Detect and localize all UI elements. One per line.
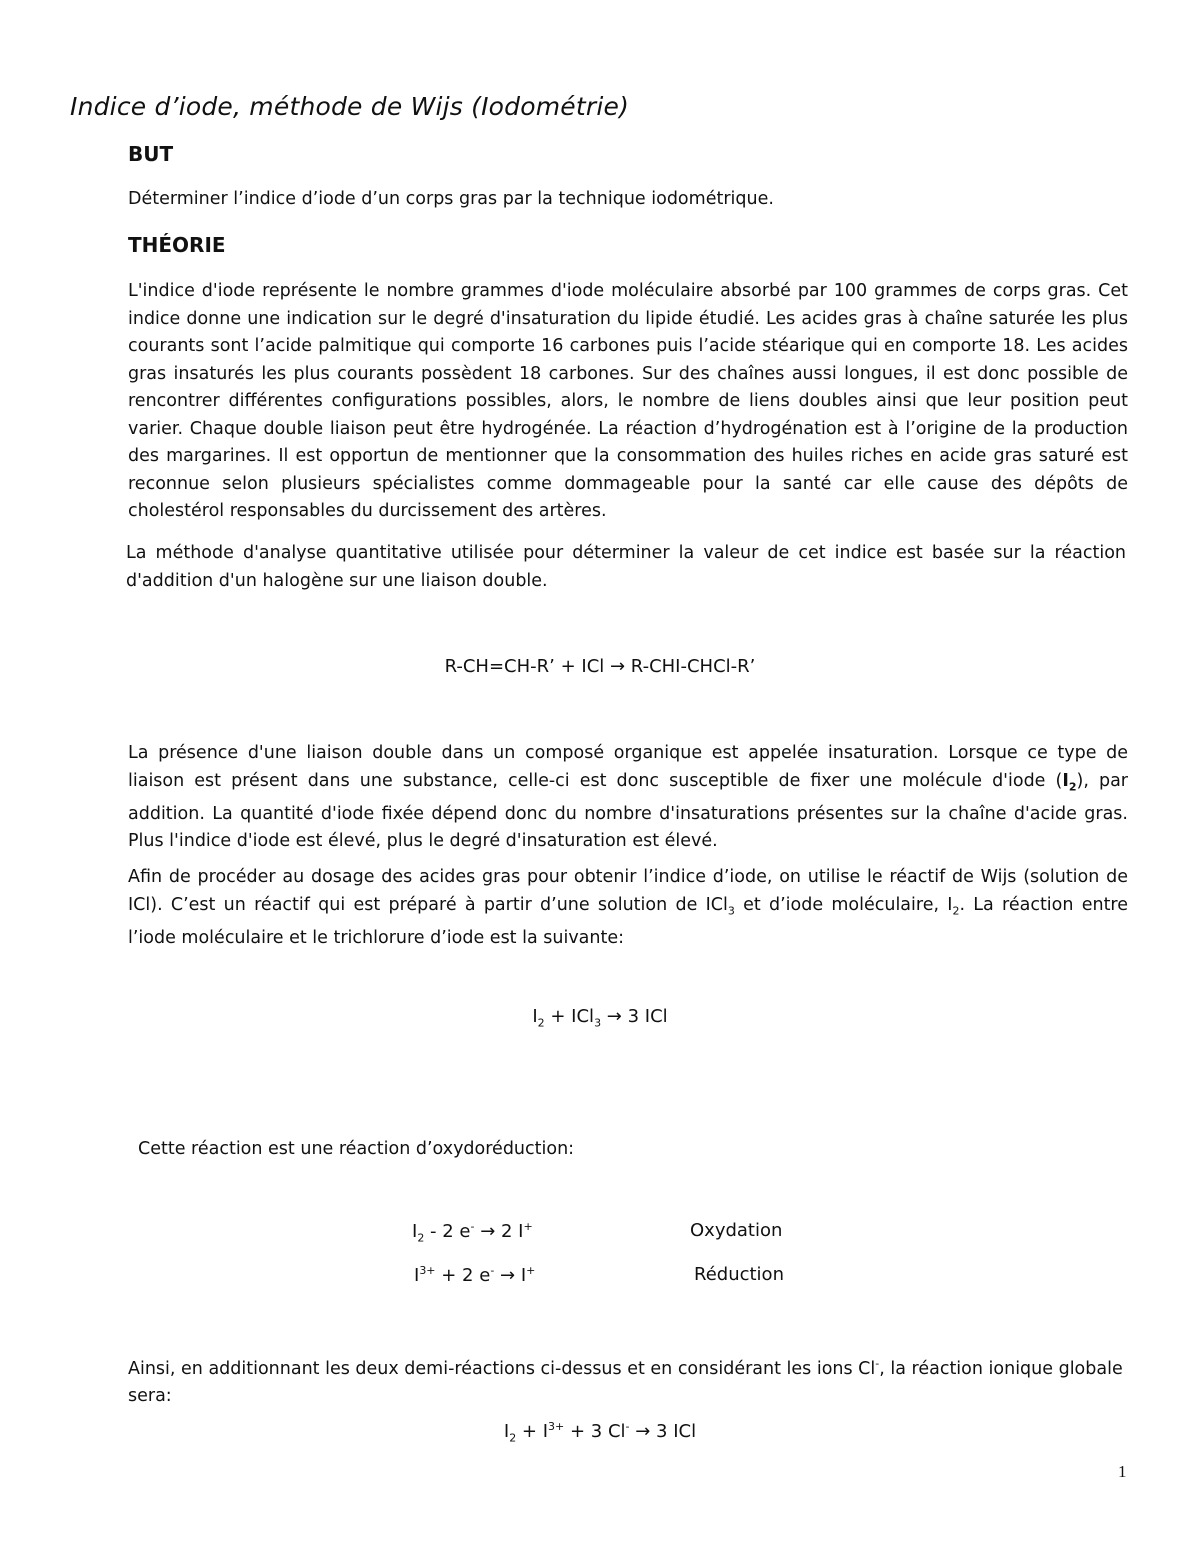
theorie-paragraph-1: L'indice d'iode représente le nombre grammes d'iode moléculaire absorbé par 100 grammes de corps gras. Cet indice donne une indication sur le degré d'insaturation du lipide étudié. Les acides gras à chaîne saturée les plus courants sont l’acide palmitique qui comporte 16 carbones puis l’acide stéarique qui en comporte 18. Les acides gras insaturés les plus courants possèdent 18 carbones. Sur des chaînes aussi longues, il est donc possible de rencontrer différentes configurations possibles, alors, le nombre de liens doubles ainsi que leur position peut varier. Chaque double liaison peut être hydrogénée. La réaction d’hydrogénation est à l’origine de la production des margarines. Il est opportun de mentionner que la consommation des huiles riches en acide gras saturé est reconnue selon plusieurs spécialistes comme dommageable pour la santé car elle cause des dépôts de cholestérol responsables du durcissement des artères. <box>128 281 1128 521</box>
but-paragraph: Déterminer l’indice d’iode d’un corps gras par la technique iodométrique. <box>128 189 774 209</box>
theorie-paragraph-5: Cette réaction est une réaction d’oxydoréduction: <box>138 1139 575 1159</box>
label-reduction: Réduction <box>694 1264 784 1285</box>
theorie-paragraph-6: Ainsi, en additionnant les deux demi-réactions ci-dessus et en considérant les ions Cl-, la réaction ionique globale sera: <box>128 1357 1123 1407</box>
para3-text-before: La présence d'une liaison double dans un composé organique est appelée insaturation. Lorsque ce type de liaison est présent dans une substance, celle-ci est donc susceptible de fixer une molécule d'iode ( <box>128 743 1128 791</box>
i2-symbol: $I_2$ <box>1062 770 1077 793</box>
theorie-paragraph-3 <box>128 740 1128 856</box>
page-title: Indice d’iode, méthode de Wijs (Iodométrie) <box>70 92 630 121</box>
equation-wijs-reagent: $I_2 + ICl_3 \to 3$ ICl <box>532 1006 668 1030</box>
theorie-paragraph-2: La méthode d'analyse quantitative utilisée pour déterminer la valeur de cet indice est basée sur la réaction d'addition d'un halogène sur une liaison double. <box>126 543 1126 591</box>
theorie-paragraph-4: Afin de procéder au dosage des acides gras pour obtenir l’indice d’iode, on utilise le réactif de Wijs (solution de ICl). C’est un réactif qui est préparé à partir d’une solution de ICl$_3$ et d’iode moléculaire, $I_2$. La réaction entre l’iode moléculaire et le trichlorure d’iode est la suivante: <box>128 867 1129 948</box>
para3-text-after: ), par addition. La quantité d'iode fixée dépend donc du nombre d'insaturations présentes sur la chaîne d'acide gras. Plus l'indice d'iode est élevé, plus le degré d'insaturation est élevé. <box>128 770 1129 851</box>
label-oxydation: Oxydation <box>690 1220 783 1241</box>
half-reaction-oxidation: $I_2 - 2$ e- → 2 I+ <box>412 1220 533 1245</box>
section-heading-but: BUT <box>128 142 174 166</box>
section-heading-theorie: THÉORIE <box>128 233 226 257</box>
equation-addition: R-CH=CH-R’ + ICl → R-CHI-CHCl-R’ <box>444 656 756 677</box>
half-reaction-reduction: $I^{3+} + 2$ e- → I+ <box>414 1264 536 1286</box>
page-number: 1 <box>1118 1462 1127 1481</box>
equation-global-ionic: $I_2 + I^{3+} + 3$ Cl- → 3 ICl <box>503 1420 697 1445</box>
